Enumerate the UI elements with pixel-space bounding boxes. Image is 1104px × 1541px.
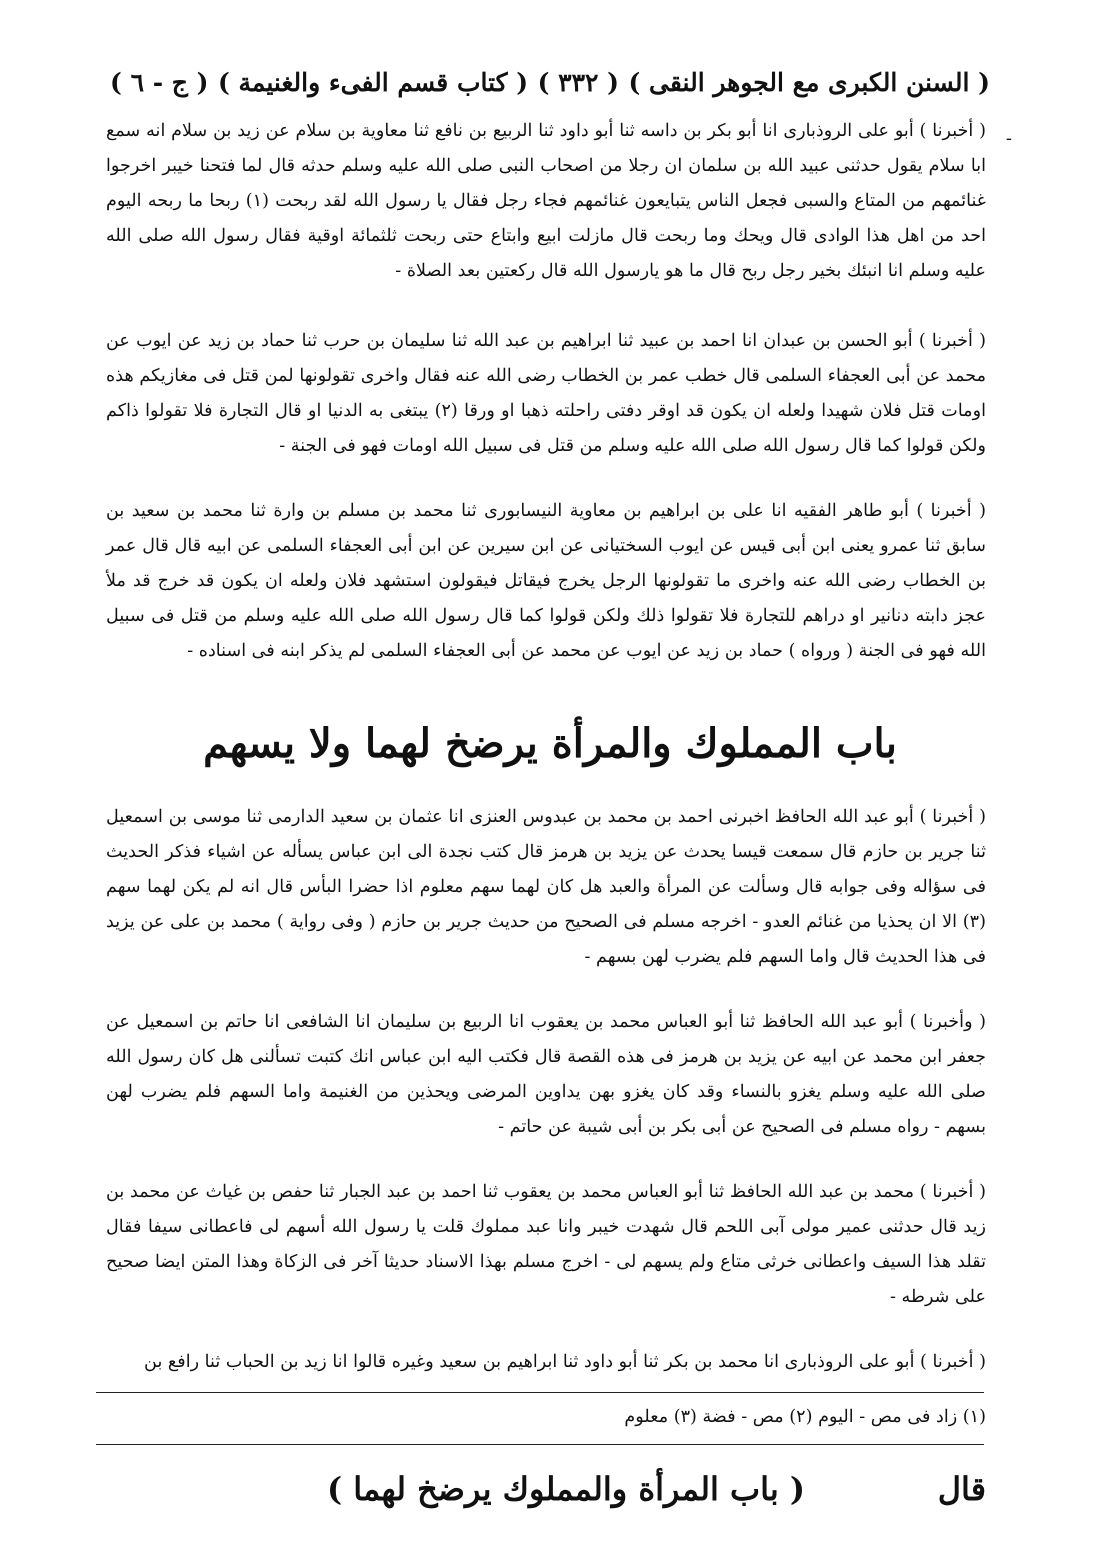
margin-mark: - [1005, 128, 1012, 149]
footnote-divider [96, 1392, 984, 1393]
next-page-heading: ( باب المرأة والمملوك يرضخ لهما ) [326, 1470, 806, 1508]
section-heading: باب المملوك والمرأة يرضخ لهما ولا يسهم [203, 720, 897, 767]
paragraph: ( أخبرنا ) أبو طاهر الفقيه انا على بن ابراهيم بن معاوية النيسابورى ثنا محمد بن مسلم بن وارة ثنا محمد بن سعيد بن سابق ثنا عمرو يعنى ابن أبى قيس عن ايوب السختيانى عن ابن سيرين عن ابن أبى العجفاء السلمى عن ابيه قال قال عمر بن الخطاب رضى الله عنه واخرى ما تقولونها الرجل يخرج فيقاتل فيقولون استشهد فلان ولعله ان يكون قد خرج قد ملأ عجز دابته دنانير او دراهم للتجارة فلا تقولوا ذلك ولكن قولوا كما قال رسول الله صلى الله عليه وسلم من قتل فى سبيل الله فهو فى الجنة ( ورواه ) حماد بن زيد عن ايوب عن محمد عن أبى العجفاء السلمى لم يذكر ابنه فى اسناده - [106, 501, 986, 661]
paragraph: ( أخبرنا ) أبو الحسن بن عبدان انا احمد بن عبيد ثنا ابراهيم بن عبد الله ثنا سليمان بن حرب ثنا حماد بن زيد عن ايوب عن محمد عن أبى العجفاء السلمى قال خطب عمر بن الخطاب رضى الله عنه فقال واخرى تقولونها لمن قتل فى مغازيكم هذه اومات قتل فلان شهيدا ولعله ان يكون قد اوقر دفتى راحلته ذهبا او ورقا (٢) يبتغى به الدنيا او قال التجارة فلا تقولوا ذاكم ولكن قولوا كما قال رسول الله صلى الله عليه وسلم من قتل فى سبيل الله اومات فهو فى الجنة - [106, 331, 986, 456]
volume-number: ( ج - ٦ ) [110, 67, 209, 97]
paragraph: ( أخبرنا ) أبو على الروذبارى انا أبو بكر بن داسه ثنا أبو داود ثنا الربيع بن نافع ثنا معاوية بن سلام عن زيد بن سلام انه سمع ابا سلام يقول حدثنى عبيد الله بن سلمان ان رجلا من اصحاب النبى صلى الله عليه وسلم حدثه قال لما فتحنا خيبر اخرجوا غنائمهم من المتاع والسبى فجعل الناس يتبايعون غنائمهم فجاء رجل فقال يا رسول الله لقد ربحت (١) ربحا ما ربحه اليوم احد من اهل هذا الوادى قال ويحك وما ربحت قال مازلت ابيع وابتاع حتى ربحت ثلثمائة اوقية فقال رسول الله صلى الله عليه وسلم انا انبئك بخير رجل ربح قال ما هو يارسول الله قال ركعتين بعد الصلاة - [106, 121, 987, 281]
book-title: ( السنن الكبرى مع الجوهر النقى ) [628, 67, 990, 97]
footnote-bottom-divider [96, 1444, 984, 1445]
paragraph: ( وأخبرنا ) أبو عبد الله الحافظ ثنا أبو العباس محمد بن يعقوب انا الربيع بن سليمان انا الشافعى انا حاتم بن اسمعيل عن جعفر ابن محمد عن ابيه عن يزيد بن هرمز فى هذه القصة قال فكتب اليه ابن عباس انك كتبت تسألنى هل كان رسول الله صلى الله عليه وسلم يغزو بالنساء وقد كان يغزو بهن يداوين المرضى ويحذين من الغنيمة واما السهم فلم يضرب لهن بسهم - رواه مسلم فى الصحيح عن أبى بكر بن أبى شيبة عن حاتم - [106, 1012, 986, 1137]
catchword-line [106, 1464, 986, 1514]
paragraph: ( أخبرنا ) أبو على الروذبارى انا محمد بن بكر ثنا أبو داود ثنا ابراهيم بن سعيد وغيره قالوا انا زيد بن الحباب ثنا رافع بن [144, 1352, 986, 1372]
paragraph: ( أخبرنا ) أبو عبد الله الحافظ اخبرنى احمد بن محمد بن عبدوس العنزى انا عثمان بن سعيد الدارمى ثنا موسى بن اسمعيل ثنا جرير بن حازم قال سمعت قيسا يحدث عن يزيد بن هرمز قال كتب نجدة الى ابن عباس يسأله عن اشياء فذكر الحديث فى سؤاله وفى جوابه قال وسألت عن المرأة والعبد هل كان لهما سهم معلوم اذا حضرا البأس قال انه لم يكن لهما سهم (٣) الا ان يحذيا من غنائم العدو - اخرجه مسلم فى الصحيح من حديث جرير بن حازم ( وفى رواية ) محمد بن على عن يزيد فى هذا الحديث قال واما السهم فلم يضرب لهن بسهم - [106, 807, 986, 967]
footnotes: (١) زاد فى مص - اليوم (٢) مص - فضة (٣) معلوم [624, 1407, 986, 1427]
running-header [110, 62, 990, 102]
paragraph: ( أخبرنا ) محمد بن عبد الله الحافظ ثنا أبو العباس محمد بن يعقوب ثنا احمد بن عبد الجبار ثنا حفص بن غياث عن محمد بن زيد قال حدثنى عمير مولى آبى اللحم قال شهدت خيبر وانا عبد مملوك قلت يا رسول الله أسهم لى فاعطانى سيفا فقال تقلد هذا السيف واعطانى خرثى متاع ولم يسهم لى - اخرج مسلم بهذا الاسناد حديثا آخر فى الزكاة وهذا المتن ايضا صحيح على شرطه - [106, 1182, 986, 1307]
catchword: قال [937, 1470, 986, 1508]
chapter-title: ( كتاب قسم الفىء والغنيمة ) [217, 67, 529, 97]
page-number: ( ٣٣٢ ) [537, 67, 619, 97]
